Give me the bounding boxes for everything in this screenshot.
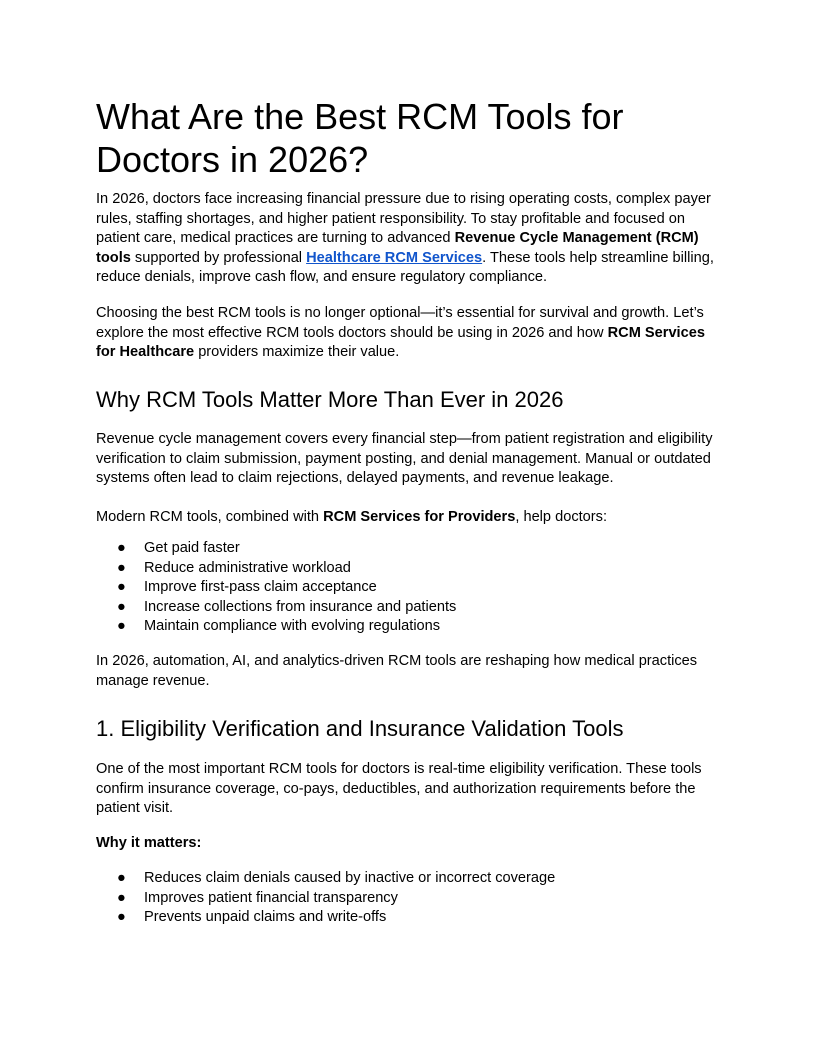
text: supported by professional xyxy=(130,249,307,266)
bullet-icon: ● xyxy=(117,559,126,576)
bold-text: RCM Services for Healthcare xyxy=(96,324,705,361)
text: . These tools help streamline billing, reduce denials, improve cash flow, and ensure regulatory compliance. xyxy=(96,249,714,286)
paragraph xyxy=(96,508,722,528)
bold-text: Revenue Cycle Management (RCM) tools xyxy=(96,230,699,266)
list-item xyxy=(96,559,722,579)
list-item xyxy=(96,889,722,909)
bullet-icon: ● xyxy=(117,540,126,556)
page-title: What Are the Best RCM Tools for Doctors in 2026? xyxy=(96,96,624,180)
list-item-text: Prevents unpaid claims and write-offs xyxy=(144,909,387,926)
paragraph-2 xyxy=(96,304,722,363)
list-item xyxy=(96,598,722,618)
healthcare-rcm-services-link[interactable]: Healthcare RCM Services xyxy=(306,249,483,266)
intro-paragraph xyxy=(96,190,722,288)
subheading: Why it matters: xyxy=(96,835,202,851)
bullet-list xyxy=(96,869,722,928)
list-item-text: Get paid faster xyxy=(144,540,240,556)
text: In 2026, doctors face increasing financial pressure due to rising operating costs, complex payer rules, staffing shortages, and higher patient responsibility. To stay profitable and focused on patient care, medical practices are turning to advanced xyxy=(96,191,711,247)
bullet-icon: ● xyxy=(117,579,126,596)
bullet-icon: ● xyxy=(117,909,126,926)
list-item xyxy=(96,869,722,889)
list-item-text: Increase collections from insurance and patients xyxy=(144,598,457,615)
text: Modern RCM tools, combined with xyxy=(96,509,324,525)
section-heading: Why RCM Tools Matter More Than Ever in 2026 xyxy=(96,387,564,412)
bullet-icon: ● xyxy=(117,870,126,886)
text: Choosing the best RCM tools is no longer optional—it’s essential for survival and growth. Let’s explore the most effective RCM tools doctors should be using in 2026 and how xyxy=(96,305,704,341)
list-item xyxy=(96,617,722,637)
bullet-list xyxy=(96,539,722,637)
list-item-text: Reduces claim denials caused by inactive or incorrect coverage xyxy=(144,870,556,886)
text: , help doctors: xyxy=(515,509,608,525)
list-item xyxy=(96,539,722,559)
list-item xyxy=(96,578,722,598)
bold-text: RCM Services for Providers xyxy=(323,509,516,525)
list-item-text: Maintain compliance with evolving regulations xyxy=(144,618,441,635)
paragraph: In 2026, automation, AI, and analytics-driven RCM tools are reshaping how medical practices manage revenue. xyxy=(96,653,698,689)
list-item-text: Improve first-pass claim acceptance xyxy=(144,579,377,596)
bullet-icon: ● xyxy=(117,889,126,906)
bullet-icon: ● xyxy=(117,598,126,615)
list-item-text: Reduce administrative workload xyxy=(144,559,351,576)
paragraph: Revenue cycle management covers every financial step—from patient registration and eligibility verification to claim submission, payment posting, and denial management. Manual or outdated systems often lead to claim rejections, delayed payments, and revenue leakage. xyxy=(96,431,713,487)
bullet-icon: ● xyxy=(117,618,126,635)
list-item xyxy=(96,908,722,928)
text: providers maximize their value. xyxy=(194,344,400,361)
paragraph: One of the most important RCM tools for doctors is real-time eligibility verification. These tools confirm insurance coverage, co-pays, deductibles, and authorization requirements before the patient visit. xyxy=(96,761,702,817)
section-heading: 1. Eligibility Verification and Insurance Validation Tools xyxy=(96,716,624,741)
list-item-text: Improves patient financial transparency xyxy=(144,889,398,906)
